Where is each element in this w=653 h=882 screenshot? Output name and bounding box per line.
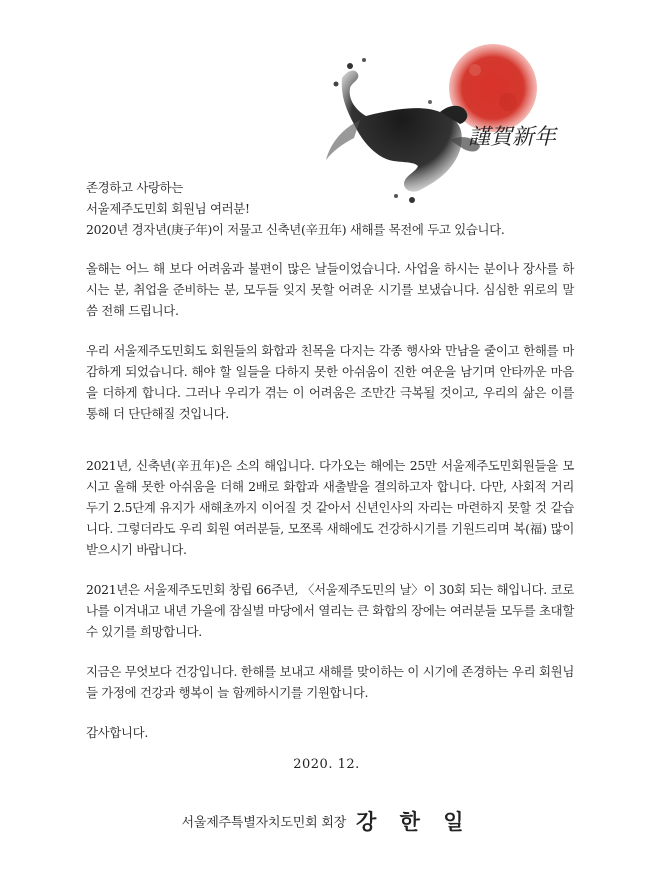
- letter-date: 2020. 12.: [293, 757, 360, 772]
- greeting: [86, 177, 574, 240]
- signature-name: 강 한 일: [356, 810, 472, 834]
- paragraph: 올해는 어느 해 보다 어려움과 불편이 많은 날들이었습니다. 사업을 하시는 분이나 장사를 하시는 분, 취업을 준비하는 분, 모두들 잊지 못할 어려운 시기를 보냈습니다. 심심한 위로의 말씀 전해 드립니다.: [86, 261, 574, 318]
- greeting-line: 서울제주도민회 회원님 여러분!: [86, 201, 250, 216]
- closing: 감사합니다.: [86, 725, 148, 740]
- greeting-line: 2020년 경자년(庚子年)이 저물고 신축년(辛丑年) 새해를 목전에 두고 있습니다.: [86, 222, 505, 237]
- paragraph: 2021년, 신축년(辛丑年)은 소의 해입니다. 다가오는 해에는 25만 서울제주도민회원들을 모시고 올해 못한 아쉬움을 더해 2배로 화합과 새출발을 결의하고자 합니다. 다만, 사회적 거리두기 2.5단계 유지가 새해초까지 이어질 것 같아서 신년인사의 자리는 마련하지 못할 것 같습니다. 그렇더라도 우리 회원 여러분들, 모쪼록 새해에도 건강하시기를 기원드리며 복(福) 많이 받으시기 바랍니다.: [86, 458, 574, 557]
- paragraph: 2021년은 서울제주도민회 창립 66주년, 〈서울제주도민의 날〉이 30회 되는 해입니다. 코로나를 이겨내고 내년 가을에 잠실벌 마당에서 열리는 큰 화합의 장에는 여러분들 모두를 초대할 수 있기를 희망합니다.: [86, 582, 574, 639]
- greeting-line: 존경하고 사랑하는: [86, 180, 183, 195]
- calligraphy-text: 謹賀新年: [468, 125, 557, 150]
- letter-body: [86, 177, 574, 743]
- paragraph: 지금은 무엇보다 건강입니다. 한해를 보내고 새해를 맞이하는 이 시기에 존경하는 우리 회원님들 가정에 건강과 행복이 늘 함께하시기를 기원합니다.: [86, 664, 574, 700]
- signature: [0, 806, 653, 836]
- paragraph: 우리 서울제주도민회도 회원들의 화합과 친목을 다지는 각종 행사와 만남을 줄이고 한해를 마감하게 되었습니다. 해야 할 일들을 다하지 못한 아쉬움이 진한 여운을 남기며 안타까운 마음을 더하게 합니다. 그러나 우리가 겪는 이 어려움은 조만간 극복될 것이고, 우리의 삶은 이를 통해 더 단단해질 것입니다.: [86, 343, 574, 421]
- signature-organization: 서울제주특별자치도민회 회장: [181, 815, 347, 831]
